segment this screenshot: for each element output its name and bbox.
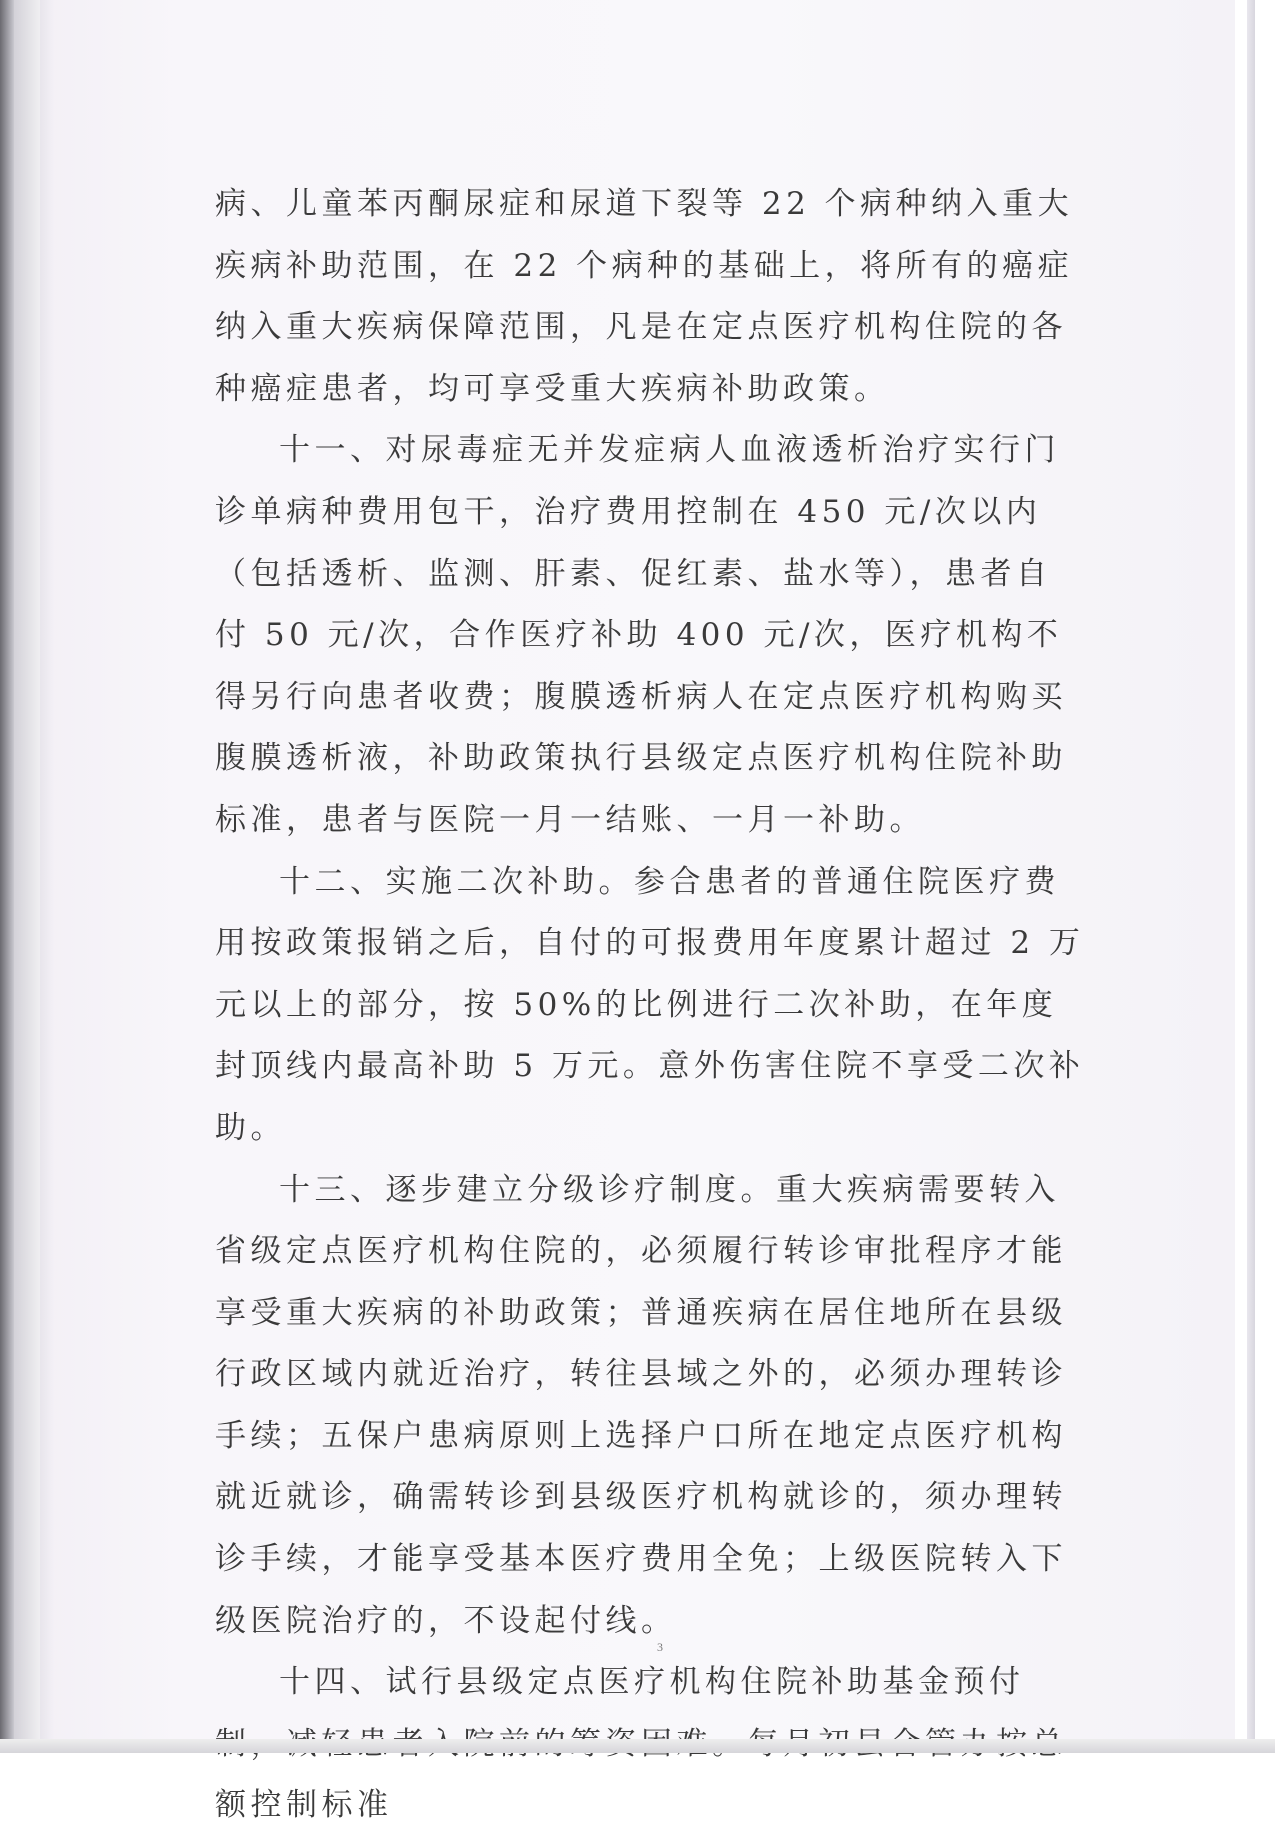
document-body	[215, 174, 1085, 1837]
paragraph-eleven: 十一、对尿毒症无并发症病人血液透析治疗实行门诊单病种费用包干，治疗费用控制在 450 元/次以内（包括透析、监测、肝素、促红素、盐水等），患者自付 50 元/次，合作医疗补助 400 元/次，医疗机构不得另行向患者收费；腹膜透析病人在定点医疗机构购买腹膜透析液，补助政策执行县级定点医疗机构住院补助标准，患者与医院一月一结账、一月一补助。	[215, 432, 1067, 838]
paragraph-continued: 病、儿童苯丙酮尿症和尿道下裂等 22 个病种纳入重大疾病补助范围，在 22 个病种的基础上，将所有的癌症纳入重大疾病保障范围，凡是在定点医疗机构住院的各种癌症患者，均可享受重大疾病补助政策。	[215, 186, 1074, 407]
binding-shadow	[14, 0, 54, 1753]
page-right-edge	[1247, 0, 1255, 1753]
page-bottom-edge	[0, 1739, 1275, 1753]
page-number: 3	[657, 1640, 663, 1654]
paragraph-thirteen: 十三、逐步建立分级诊疗制度。重大疾病需要转入省级定点医疗机构住院的，必须履行转诊审批程序才能享受重大疾病的补助政策；普通疾病在居住地所在县级行政区域内就近治疗，转往县域之外的，必须办理转诊手续；五保户患病原则上选择户口所在地定点医疗机构就近就诊，确需转诊到县级医疗机构就诊的，须办理转诊手续，才能享受基本医疗费用全免；上级医院转入下级医院治疗的，不设起付线。	[215, 1171, 1067, 1639]
paragraph-twelve: 十二、实施二次补助。参合患者的普通住院医疗费用按政策报销之后，自付的可报费用年度累计超过 2 万元以上的部分，按 50%的比例进行二次补助，在年度封顶线内最高补助 5 万元。意外伤害住院不享受二次补助。	[215, 863, 1085, 1146]
binding-edge	[0, 0, 14, 1753]
paragraph-fourteen: 十四、试行县级定点医疗机构住院补助基金预付 额控制标准	[215, 1664, 1025, 1824]
document-page	[40, 0, 1235, 1824]
